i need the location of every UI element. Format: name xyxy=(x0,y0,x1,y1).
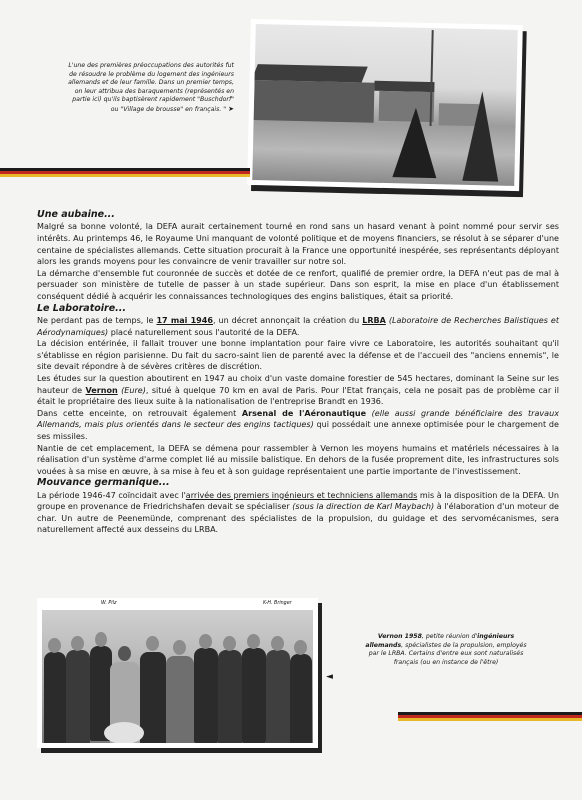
vernon-highlight: Vernon xyxy=(85,385,118,395)
paragraph: La décision entérinée, il fallait trouver une bonne implantation pour faire vivre ce Laboratoire, les autorités souhaitant qu'il s'établisse en région parisienne. Du fait du sacro-saint lien de parenté avec la défense et de l'accueil des "anciens ennemis", le site devait répondre à de sévères critères de discrétion. xyxy=(37,339,559,372)
arrow-right-icon: ➤ xyxy=(228,104,234,113)
arsenal-highlight: Arsenal de l'Aéronautique xyxy=(241,408,367,418)
photo-barracks xyxy=(247,19,523,191)
stripe-yellow xyxy=(0,174,250,177)
section-heading: Une aubaine... xyxy=(37,209,115,220)
paragraph: Les études sur la question aboutirent en 1947 au choix d'un vaste domaine forestier de 545 hectares, dominant la Seine sur les hauteur de Vernon (Eure), situé à quelque 70 km en aval de Paris. Pour l'Etat français, cela ne posait pas de problème car il était le propriétaire des lieux suite à la nationalisation de l'entreprise Brandt en 1936. xyxy=(37,373,560,407)
paragraph: La démarche d'ensemble fut couronnée de succès et dotée de ce renfort, qualifié de premier ordre, la DEFA n'eut pas de mal à persuader son ministère de tutelle de passer à un stade supérieur. Dans son esprit, la mise en place d'un établissement conséquent dédié à acquérir les connaissances technologiques des engins balistiques, était sa priorité. xyxy=(37,268,559,301)
engineers-image xyxy=(42,610,313,743)
label-pilz: W. Pilz xyxy=(101,601,117,606)
caption-text: L'une des premières préoccupations des autorités fut de résoudre le problème du logement des ingénieurs allemands et de leur famille. Dans un premier temps, on leur attribua des baraquements (représentés en partie ici) qu'ils baptisèrent rapidement "Buschdorf" ou "Village de brousse" en français. " xyxy=(68,62,234,113)
paragraph: Ne perdant pas de temps, le 17 mai 1946, un décret annonçait la création du LRBA (Laboratoire de Recherches Balistiques et Aérodynamiques) placé naturellement sous l'autorité de la DEFA. xyxy=(37,315,559,337)
photo-engineers xyxy=(37,598,318,748)
section-heading: Mouvance germanique... xyxy=(37,477,170,489)
paragraph: La période 1946-47 coïncidait avec l'arrivée des premiers ingénieurs et techniciens allemands mis à la disposition de la DEFA. Un groupe en provenance de Friedrichshafen devait se spécialiser (sous la direction de Karl Maybach) à l'élaboration d'un moteur de char. Un autre de Peenemünde, comprenant des spécialistes de la propulsion, du guidage et des servomécanismes, sera naturellement affecté aux desseins du LRBA. xyxy=(37,490,560,535)
date-highlight: 17 mai 1946 xyxy=(156,315,213,325)
article-body xyxy=(37,209,559,536)
engineers-highlight: arrivée des premiers ingénieurs et techniciens allemands xyxy=(185,490,418,500)
photo-barracks-caption xyxy=(64,62,234,115)
section-heading: Le Laboratoire... xyxy=(37,302,126,314)
arrow-left-icon: ◄ xyxy=(326,672,333,682)
barracks-image xyxy=(252,24,517,186)
photo-engineers-caption: Vernon 1958, petite réunion d'ingénieurs allemands, spécialistes de la propulsion, employés par le LRBA. Certains d'entre eux sont naturalisés français (ou en instance de l'être) xyxy=(365,633,527,666)
lrba-highlight: LRBA xyxy=(362,315,386,325)
label-bringer: K-H. Bringer xyxy=(263,601,292,606)
stripe-yellow xyxy=(398,718,582,721)
paragraph: Dans cette enceinte, on retrouvait également Arsenal de l'Aéronautique (elle aussi grande bénéficiaire des travaux Allemands, mais plus orientés dans le secteur des engins tactiques) qui possédait une annexe optimisée pour le chargement de ses missiles. xyxy=(37,408,559,441)
paragraph: Nantie de cet emplacement, la DEFA se démena pour rassembler à Vernon les moyens humains et matériels nécessaires à la réalisation d'un système d'arme complet lié au missile balistique. En dehors de la fusée proprement dite, les infrastructures sols vouées à sa mise en œuvre, à sa mise à feu et à son guidage représentaient une partie importante de l'investissement. xyxy=(37,443,559,476)
paragraph: Malgré sa bonne volonté, la DEFA aurait certainement tourné en rond sans un hasard venant à point nommé pour servir ses intérêts. Au printemps 46, le Royaume Uni manquant de volonté politique et de moyens financiers, se résolut à se séparer d'une centaine de spécialistes allemands. Cette situation procurait à la France une opportunité inespérée, ses représentants déployant alors les grands moyens pour les convaincre de venir travailler sur notre sol. xyxy=(37,222,559,267)
